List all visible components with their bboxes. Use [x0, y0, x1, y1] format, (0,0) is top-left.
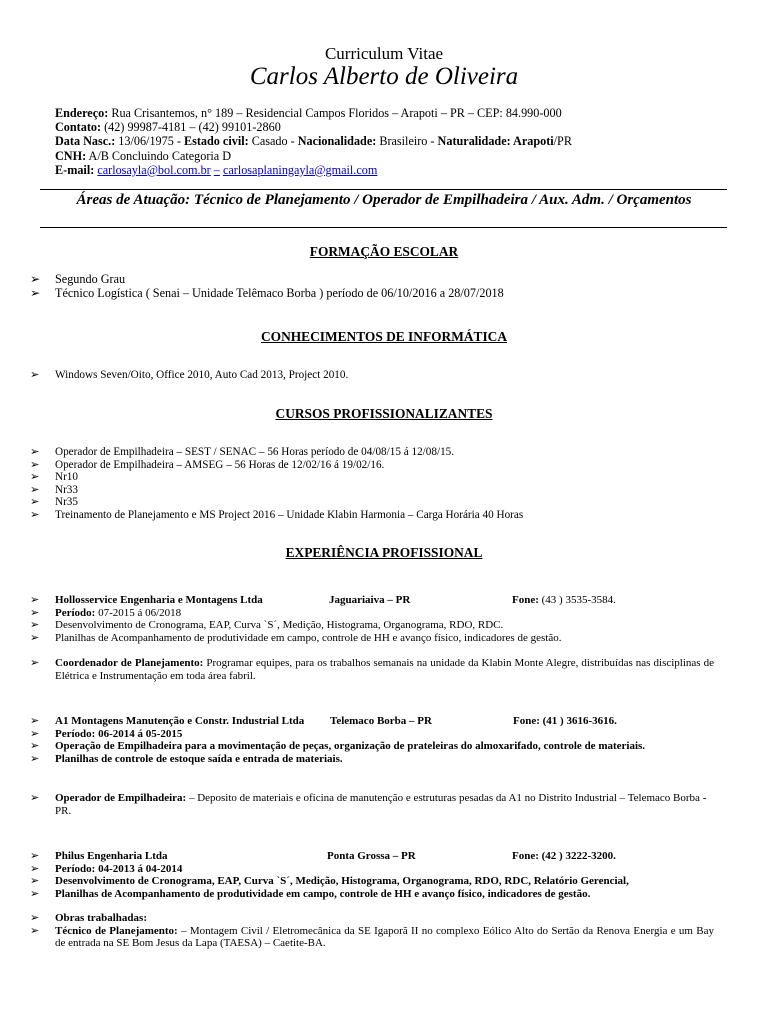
job-1-role-text: Programar equipes, para os trabalhos semanais na unidade da Klabin Monte Alegre, distribuídas nas disciplinas de Elétrica e Instrumentação em toda área fabril. [55, 657, 714, 682]
naturality-value: /PR [553, 134, 572, 149]
list-item [30, 657, 714, 682]
list-item [30, 607, 714, 620]
bullet-arrow-icon: ➢ [30, 656, 40, 669]
job-2-role-text: – Deposito de materiais e oficina de manutenção e estruturas pesadas da A1 no Distrito Industrial – Telemaco Borba - PR. [55, 792, 707, 817]
cnh-line [55, 149, 735, 163]
job-1-period: 07-2015 á 06/2018 [98, 606, 182, 619]
job-1-header [30, 594, 714, 645]
list-item-text: Nr10 [55, 471, 78, 484]
list-item-text: Treinamento de Planejamento e MS Project 2016 – Unidade Klabin Harmonia – Carga Horária 40 Horas [55, 508, 524, 521]
education-list [30, 272, 714, 301]
list-item-text: Operador de Empilhadeira – SEST / SENAC – 56 Horas período de 04/08/15 á 12/08/15. [55, 446, 455, 458]
bullet-arrow-icon: ➢ [30, 752, 40, 766]
email-separator: – [213, 162, 220, 177]
list-item [30, 850, 714, 863]
bullet-arrow-icon: ➢ [30, 605, 40, 619]
list-item [30, 459, 714, 472]
nationality-label: Nacionalidade: [297, 134, 377, 149]
list-item-text: Operação de Empilhadeira para a movimentação de peças, organização de prateleiras do almoxarifado, controle de materiais. [55, 740, 646, 753]
list-item [30, 471, 714, 484]
birth-value: 13/06/1975 - [118, 134, 181, 149]
bullet-arrow-icon: ➢ [30, 457, 40, 471]
job-3-works-label: Obras trabalhadas: [55, 912, 147, 924]
list-item-text: Planilhas de Acompanhamento de produtividade em campo, controle de HH e avanço físico, indicadores de gestão. [55, 632, 562, 645]
bullet-arrow-icon: ➢ [30, 495, 40, 509]
job-2-role-label: Operador de Empilhadeira: [55, 792, 187, 804]
bullet-arrow-icon: ➢ [30, 849, 40, 862]
bullet-arrow-icon: ➢ [30, 286, 41, 301]
bullet-arrow-icon: ➢ [30, 726, 40, 740]
phone-value: (42) 99987-4181 – (42) 99101-2860 [104, 120, 281, 135]
list-item-text: Operador de Empilhadeira – AMSEG – 56 Horas de 12/02/16 á 19/02/16. [55, 458, 385, 471]
job-1-phone-label: Fone: [512, 594, 539, 606]
list-item [30, 715, 714, 728]
bullet-arrow-icon: ➢ [30, 631, 40, 645]
bullet-arrow-icon: ➢ [30, 791, 40, 804]
list-item-text: Planilhas de Acompanhamento de produtividade em campo, controle de HH e avanço físico, indicadores de gestão. [55, 888, 591, 901]
contact-block [55, 106, 735, 177]
address-value: Rua Crisantemos, n° 189 – Residencial Campos Floridos – Arapoti – PR – CEP: 84.990-000 [111, 106, 562, 120]
list-item-text: Desenvolvimento de Cronograma, EAP, Curva `S´, Medição, Histograma, Organograma, RDO, RDC, Relatório Gerencial, [55, 875, 629, 888]
top-divider [40, 189, 727, 190]
bullet-arrow-icon: ➢ [30, 482, 40, 496]
email-link-primary[interactable]: carlosayla@bol.com.br [97, 162, 211, 177]
job-2-company: A1 Montagens Manutenção e Constr. Industrial Ltda [55, 715, 305, 727]
list-item [30, 496, 714, 509]
bullet-arrow-icon: ➢ [30, 874, 40, 888]
bullet-arrow-icon: ➢ [30, 911, 40, 924]
job-1-city: Jaguariaiva – PR [329, 594, 411, 606]
section-title-education: FORMAÇÃO ESCOLAR [309, 244, 459, 259]
list-item [30, 272, 714, 286]
computing-list [30, 369, 714, 382]
job-1-role-label: Coordenador de Planejamento: [55, 657, 204, 669]
civil-status-value: Casado - [251, 134, 295, 149]
job-3-header [30, 850, 714, 901]
bullet-arrow-icon: ➢ [30, 272, 41, 286]
list-item [30, 594, 714, 607]
list-item-text: Planilhas de controle de estoque saída e entrada de materiais. [55, 753, 343, 766]
section-title-courses: CURSOS PROFISSIONALIZANTES [275, 406, 493, 421]
bullet-arrow-icon: ➢ [30, 923, 40, 937]
list-item [30, 925, 714, 950]
list-item-text: Windows Seven/Oito, Office 2010, Auto Cad 2013, Project 2010. [55, 369, 349, 381]
address-label: Endereço: [55, 106, 109, 120]
list-item [30, 753, 714, 766]
job-3-role-label: Técnico de Planejamento: [55, 924, 178, 937]
bullet-arrow-icon: ➢ [30, 618, 40, 632]
candidate-name: Carlos Alberto de Oliveira [249, 63, 519, 90]
bullet-arrow-icon: ➢ [30, 507, 40, 521]
job-3-phone: Fone: (42 ) 3222-3200. [512, 850, 616, 862]
job-3-city: Ponta Grossa – PR [327, 850, 416, 862]
list-item-text: Desenvolvimento de Cronograma, EAP, Curva `S´, Medição, Histograma, Organograma, RDO, RDC. [55, 619, 504, 632]
list-item-text: Técnico Logística ( Senai – Unidade Telêmaco Borba ) período de 06/10/2016 a 28/07/2018 [55, 286, 504, 301]
job-3-company: Philus Engenharia Ltda [55, 850, 168, 862]
bullet-arrow-icon: ➢ [30, 739, 40, 753]
job-2-phone: Fone: (41 ) 3616-3616. [513, 715, 617, 727]
list-item [30, 509, 714, 522]
job-3-period: Período: 04-2013 á 04-2014 [55, 862, 183, 875]
list-item [30, 792, 714, 817]
phone-line [55, 120, 735, 134]
courses-list [30, 446, 714, 522]
list-item [30, 286, 714, 300]
phone-label: Contato: [55, 120, 102, 135]
list-item [30, 619, 714, 632]
list-item-text: Nr33 [55, 483, 78, 496]
job-1-company: Hollosservice Engenharia e Montagens Ltda [55, 594, 263, 606]
bullet-arrow-icon: ➢ [30, 714, 40, 727]
nationality-value: Brasileiro - [379, 134, 435, 149]
cnh-value: A/B Concluindo Categoria D [88, 148, 232, 163]
bullet-arrow-icon: ➢ [30, 861, 40, 875]
list-item [30, 888, 714, 901]
bullet-arrow-icon: ➢ [30, 593, 40, 606]
list-item [30, 369, 714, 382]
personal-info-line [55, 134, 735, 148]
section-title-computing: CONHECIMENTOS DE INFORMÁTICA [260, 329, 507, 344]
birth-label: Data Nasc.: [55, 134, 116, 149]
bullet-arrow-icon: ➢ [30, 470, 40, 484]
job-1-phone: (43 ) 3535-3584. [541, 594, 616, 606]
civil-status-label: Estado civil: [183, 134, 249, 149]
list-item [30, 875, 714, 888]
email-label: E-mail: [55, 162, 95, 177]
areas-of-activity: Áreas de Atuação: Técnico de Planejamento / Operador de Empilhadeira / Aux. Adm. / Orçamentos [76, 192, 692, 208]
bullet-arrow-icon: ➢ [30, 445, 40, 458]
cnh-label: CNH: [55, 148, 87, 163]
list-item [30, 912, 714, 925]
bottom-divider [40, 227, 727, 228]
job-1-period-label: Período: [55, 606, 96, 619]
job-2-city: Telemaco Borba – PR [330, 715, 432, 727]
job-2-role [30, 792, 714, 817]
list-item [30, 728, 714, 741]
job-3-role-text: – Montagem Civil / Eletromecânica da SE Igaporã II no complexo Eólico Alto do Sertão da Renova Energia e um Bay de entrada na SE Bom Jesus da Lapa (TAESA) – Caetite-BA. [55, 924, 715, 950]
list-item [30, 446, 714, 459]
list-item [30, 863, 714, 876]
email-link-secondary[interactable]: carlosaplaningayla@gmail.com [222, 162, 378, 177]
list-item-text: Nr35 [55, 496, 78, 509]
list-item-text: Segundo Grau [55, 272, 126, 286]
job-3-works [30, 912, 714, 950]
list-item [30, 740, 714, 753]
section-title-experience: EXPERIÊNCIA PROFISSIONAL [285, 545, 483, 560]
list-item [30, 632, 714, 645]
job-2-period: Período: 06-2014 á 05-2015 [55, 727, 183, 740]
list-item [30, 484, 714, 497]
job-2-header [30, 715, 714, 766]
naturality-label: Naturalidade: Arapoti [437, 134, 554, 149]
job-1-role [30, 657, 714, 682]
bullet-arrow-icon: ➢ [30, 887, 40, 901]
document-title: Curriculum Vitae [324, 44, 444, 63]
bullet-arrow-icon: ➢ [30, 368, 40, 381]
email-line [55, 163, 735, 177]
address-line [55, 106, 735, 120]
